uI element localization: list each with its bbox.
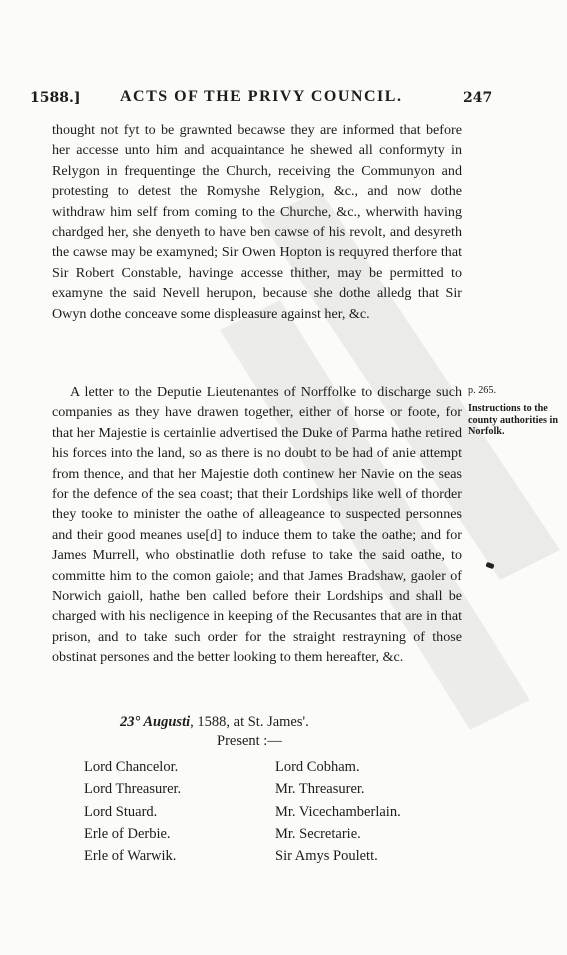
page-header [0,82,567,116]
ink-mark [485,562,494,569]
session-heading [120,714,309,731]
page-number: 247 [463,90,493,106]
attendee: Mr. Secretarie. [275,825,361,842]
attendee: Mr. Threasurer. [275,781,365,798]
attendee: Lord Chancelor. [84,759,179,775]
margin-page-reference: p. 265. [468,385,497,396]
attendee: Lord Cobham. [275,759,360,775]
header-title: ACTS OF THE PRIVY COUNCIL. [120,88,403,105]
attendee: Mr. Vicechamberlain. [275,803,401,820]
attendee: Sir Amys Poulett. [275,848,378,865]
attendee: Erle of Derbie. [84,825,171,842]
paragraph-1: thought not fyt to be grawnted becawse they are informed that before her accesse unto him and acquaintance he shewed all conformyty in Relygon in frequentinge the Church, receiving the Communyon and protesting to detest the Romyshe Relygion, &c., and now dothe withdraw him self from coming to the Churche, &c., wherwith having chardged her, she denyeth to have ben cawse of his revolt, and desyreth the cawse may be examyned; Sir Owen Hopton is requyred therfore that Sir Robert Constable, havinge accesse thither, may be permitted to examyne the said Nevell herupon, because she dothe alledg that Sir Owyn dothe conceave some displeasure against her, &c. [52,122,462,322]
margin-note: Instructions to the county authorities in Norfolk. [468,403,558,437]
attendees-left-column [84,756,181,867]
session-date: 23° Augusti [120,714,191,730]
header-year: 1588.] [30,90,81,106]
attendee: Lord Threasurer. [84,781,182,798]
session-location: , 1588, at St. James'. [190,714,309,730]
paragraph-2: A letter to the Deputie Lieutenantes of Norffolke to discharge such companies as they have drawen together, either of horse or foote, for that her Majestie is certainlie advertised the Duke of Parma hathe retired his forces into the land, so as there is no doubt to be had of anie attempt from thence, and that her Majestie doth continew her Navie on the seas for the defence of the sea coast; that their Lordships like well of thorder they tooke to minister the oathe of alleageance to suspected personnes and their good meanes use[d] to induce them to take the oathe; and for James Murrell, who obstinatlie doth refuse to take the said oathe, to committe him to the comon gaiole; and that James Bradshaw, gaoler of Norwich gaioll, hathe ben called before their Lordships and shall be charged with his necligence in keeping of the Recusantes that are in that prison, and to take such order for the straight restrayning of those obstinat persones and the better looking to them hereafter, &c. [52,384,462,666]
present-label: Present :— [217,733,282,749]
attendees-right-column [275,756,401,867]
attendee: Erle of Warwik. [84,848,177,865]
attendee: Lord Stuard. [84,803,158,820]
